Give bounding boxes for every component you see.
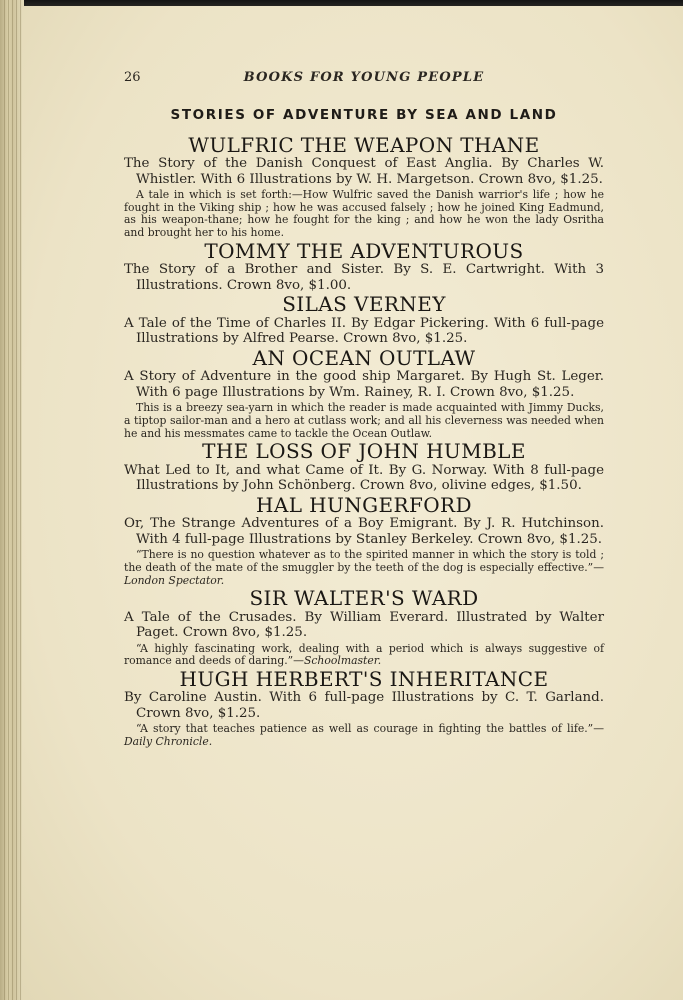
book-description: A Tale of the Time of Charles II. By Edgar Pickering. With 6 full-page Illustrations by Alfred Pearse. Crown 8vo, $1.25.: [124, 315, 604, 347]
quote-text: “There is no question whatever as to the spirited manner in which the story is told ; the death of the mate of the smuggler by the teeth of the dog is especially effective.”—: [124, 548, 604, 574]
press-quote: [124, 643, 604, 668]
book-entry: [124, 292, 604, 347]
book-entry: [124, 345, 604, 440]
quote-text: “A highly fascinating work, dealing with a period which is always suggestive of romance and deeds of daring.”—: [124, 641, 604, 668]
book-title: TOMMY THE ADVENTUROUS: [204, 238, 524, 263]
section-title: STORIES OF ADVENTURE BY SEA AND LAND: [170, 107, 558, 123]
book-note: A tale in which is set forth:—How Wulfric saved the Danish warrior's life ; how he fought in the Viking ship ; how he was accused falsely ; how he joined King Eadmund, as his weapon-thane; how he fought for the king ; and how he won the lady Osritha and brought her to his home.: [124, 188, 604, 239]
book-title: WULFRIC THE WEAPON THANE: [188, 132, 540, 157]
book-entry: [124, 492, 604, 587]
book-description: What Led to It, and what Came of It. By G. Norway. With 8 full-page Illustrations by John Schönberg. Crown 8vo, olivine edges, $1.50.: [124, 462, 604, 494]
quote-source: London Spectator.: [124, 573, 225, 587]
book-page-edges: [0, 0, 24, 1000]
book-description: A Tale of the Crusades. By William Everard. Illustrated by Walter Paget. Crown 8vo, $1.25.: [124, 609, 604, 641]
book-description: Or, The Strange Adventures of a Boy Emigrant. By J. R. Hutchinson. With 4 full-page Illustrations by Stanley Berkeley. Crown 8vo, $1.25.: [124, 516, 604, 547]
press-quote: [124, 549, 604, 587]
page-content: [124, 70, 604, 751]
quote-source: Schoolmaster.: [303, 654, 382, 668]
book-title: HUGH HERBERT'S INHERITANCE: [179, 666, 549, 691]
book-title: AN OCEAN OUTLAW: [252, 345, 476, 370]
book-description: The Story of the Danish Conquest of East Anglia. By Charles W. Whistler. With 6 Illustrations by W. H. Margetson. Crown 8vo, $1.25.: [124, 156, 604, 187]
quote-source: Daily Chronicle.: [124, 735, 213, 749]
book-note: This is a breezy sea-yarn in which the reader is made acquainted with Jimmy Ducks, a tiptop sailor-man and a hero at cutlass work; and all his cleverness was needed when he and his messmates came to tackle the Ocean Outlaw.: [124, 401, 604, 440]
book-description: A Story of Adventure in the good ship Margaret. By Hugh St. Leger. With 6 page Illustrations by Wm. Rainey, R. I. Crown 8vo, $1.25.: [124, 369, 604, 400]
book-title: SILAS VERNEY: [282, 292, 446, 317]
running-head: [124, 70, 604, 88]
page-number: 26: [124, 70, 141, 85]
quote-text: “A story that teaches patience as well as courage in fighting the battles of life.”—: [136, 722, 604, 736]
running-title: BOOKS FOR YOUNG PEOPLE: [243, 70, 485, 85]
book-entry: [124, 586, 604, 668]
book-title: THE LOSS OF JOHN HUMBLE: [202, 439, 526, 464]
book-description: By Caroline Austin. With 6 full-page Illustrations by C. T. Garland. Crown 8vo, $1.25.: [124, 690, 604, 721]
book-title: HAL HUNGERFORD: [256, 492, 472, 517]
book-entry: [124, 132, 604, 240]
book-list: [124, 132, 604, 749]
book-entry: [124, 666, 604, 749]
book-entry: [124, 238, 604, 294]
book-description: The Story of a Brother and Sister. By S. E. Cartwright. With 3 Illustrations. Crown 8vo, $1.00.: [124, 262, 604, 293]
book-entry: [124, 439, 604, 494]
press-quote: [124, 723, 604, 748]
book-title: SIR WALTER'S WARD: [249, 586, 479, 611]
